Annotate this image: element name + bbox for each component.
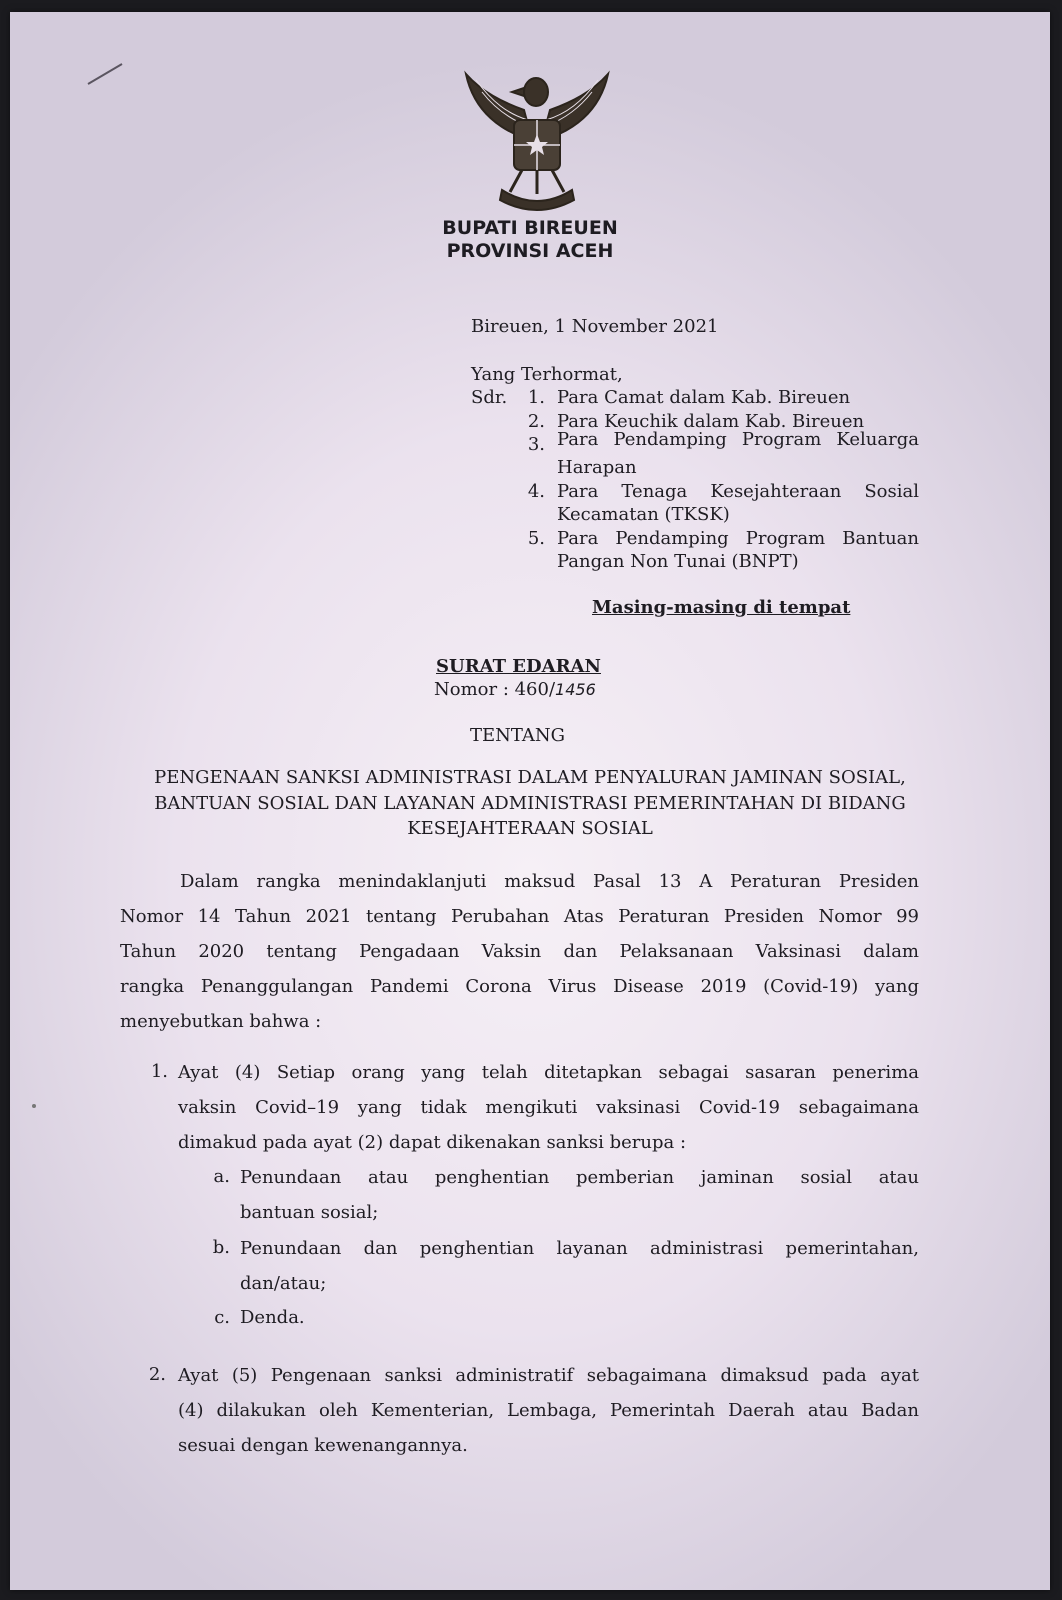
recipient-number: 1. — [527, 387, 545, 408]
salutation: Yang Terhormat, — [471, 364, 623, 385]
sub-point-line: bantuan sosial; — [240, 1202, 379, 1223]
recipient-line: Harapan — [557, 457, 637, 478]
intro-line: menyebutkan bahwa : — [120, 1011, 322, 1032]
recipient-line: Kecamatan (TKSK) — [557, 504, 730, 525]
document-number-handwritten: 1456 — [555, 680, 596, 699]
point-number: 2. — [148, 1364, 166, 1385]
letter-page — [10, 12, 1050, 1590]
garuda-emblem-icon — [462, 62, 612, 222]
scan-mark-icon — [86, 58, 126, 88]
about-label: TENTANG — [470, 725, 566, 746]
sub-point-letter: b. — [212, 1237, 230, 1258]
subject-line: PENGENAAN SANKSI ADMINISTRASI DALAM PENYALURAN JAMINAN SOSIAL, — [154, 767, 906, 788]
sub-point-line: Penundaan dan penghentian layanan administrasi pemerintahan, — [240, 1238, 919, 1259]
point-line: Ayat (5) Pengenaan sanksi administratif sebagaimana dimaksud pada ayat — [178, 1365, 919, 1386]
scan-speck — [32, 1104, 36, 1108]
recipient-line: Pangan Non Tunai (BNPT) — [557, 551, 799, 572]
sub-point-letter: a. — [213, 1166, 230, 1187]
office-title: BUPATI BIREUEN — [442, 217, 618, 239]
location-note: Masing-masing di tempat — [592, 597, 851, 618]
recipient-line: Para Pendamping Program Keluarga — [557, 429, 919, 450]
recipient-number: 3. — [527, 434, 545, 455]
point-line: vaksin Covid–19 yang tidak mengikuti vaksinasi Covid-19 sebagaimana — [178, 1097, 919, 1118]
sub-point-line: Denda. — [240, 1307, 305, 1328]
recipient-number: 5. — [527, 528, 545, 549]
point-line: sesuai dengan kewenangannya. — [178, 1435, 468, 1456]
recipient-line: Para Camat dalam Kab. Bireuen — [557, 387, 851, 408]
recipient-number: 4. — [527, 481, 545, 502]
document-number — [434, 678, 596, 702]
subject-line: BANTUAN SOSIAL DAN LAYANAN ADMINISTRASI PEMERINTAHAN DI BIDANG — [154, 793, 906, 814]
recipient-line: Para Pendamping Program Bantuan — [557, 528, 919, 549]
sub-point-letter: c. — [214, 1307, 230, 1328]
recipient-prefix: Sdr. — [471, 387, 508, 408]
point-number: 1. — [150, 1061, 168, 1082]
sub-point-line: Penundaan atau penghentian pemberian jaminan sosial atau — [240, 1167, 919, 1188]
recipient-line: Para Tenaga Kesejahteraan Sosial — [557, 481, 919, 502]
intro-line: rangka Penanggulangan Pandemi Corona Virus Disease 2019 (Covid-19) yang — [120, 976, 919, 997]
intro-line: Tahun 2020 tentang Pengadaan Vaksin dan Pelaksanaan Vaksinasi dalam — [120, 941, 919, 962]
sub-point-line: dan/atau; — [240, 1273, 327, 1294]
province-title: PROVINSI ACEH — [446, 240, 614, 262]
recipient-line: Para Keuchik dalam Kab. Bireuen — [557, 411, 865, 432]
point-line: (4) dilakukan oleh Kementerian, Lembaga, Pemerintah Daerah atau Badan — [178, 1400, 919, 1421]
place-date: Bireuen, 1 November 2021 — [471, 316, 719, 337]
intro-line: Nomor 14 Tahun 2021 tentang Perubahan Atas Peraturan Presiden Nomor 99 — [120, 906, 919, 927]
recipient-number: 2. — [527, 411, 545, 432]
document-number-label: Nomor : 460/ — [434, 679, 556, 700]
point-line: Ayat (4) Setiap orang yang telah ditetapkan sebagai sasaran penerima — [178, 1062, 919, 1083]
subject-line: KESEJAHTERAAN SOSIAL — [407, 818, 653, 839]
intro-line: Dalam rangka menindaklanjuti maksud Pasal 13 A Peraturan Presiden — [180, 871, 919, 892]
document-title: SURAT EDARAN — [436, 656, 601, 677]
point-line: dimakud pada ayat (2) dapat dikenakan sanksi berupa : — [178, 1132, 687, 1153]
